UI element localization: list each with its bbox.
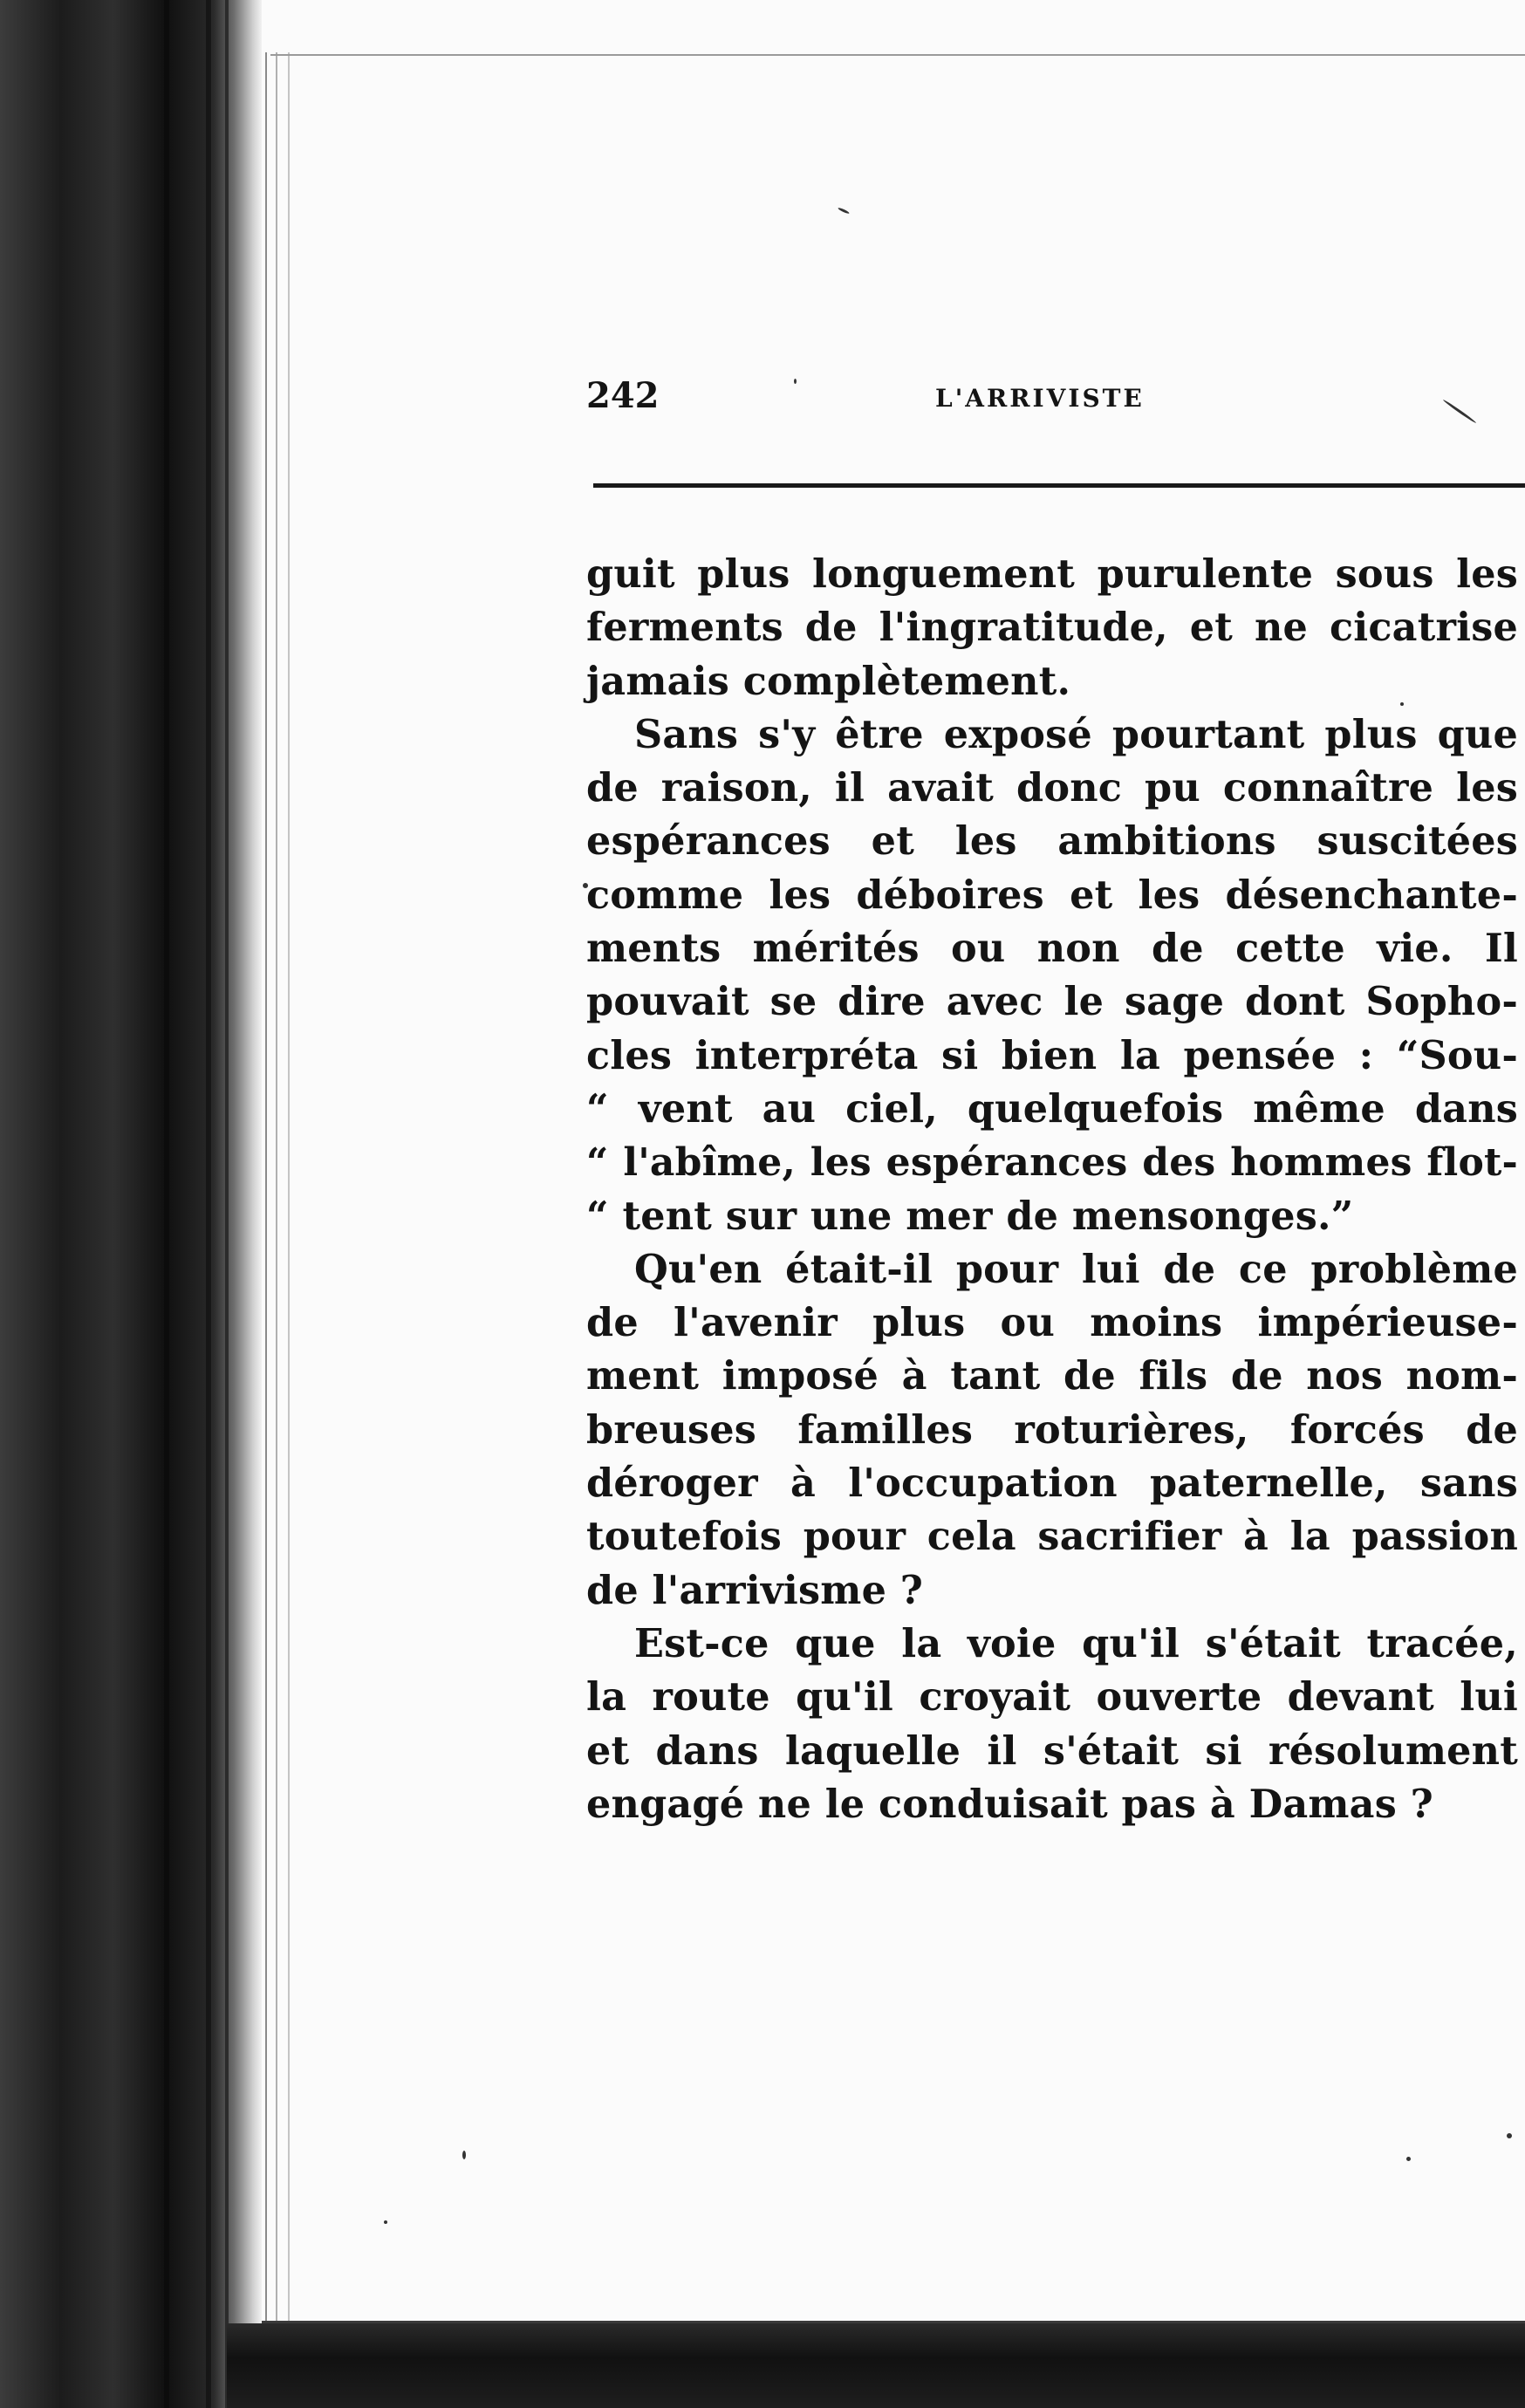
running-title: L'ARRIVISTE: [935, 384, 1145, 413]
text-line: “ tent sur une mer de mensonges.”: [586, 1193, 1354, 1239]
text-line: jamais complètement.: [586, 658, 1071, 704]
text-line: Qu'en était-il pour lui de ce problème: [634, 1246, 1518, 1292]
text-line: de l'arrivisme ?: [586, 1567, 924, 1613]
text-line: ment imposé à tant de fils de nos nom-: [586, 1353, 1518, 1399]
header-rule: [593, 483, 1525, 488]
text-line: engagé ne le conduisait pas à Damas ?: [586, 1781, 1433, 1827]
text-line: déroger à l'occupation paternelle, sans: [586, 1461, 1518, 1507]
binding-streak: [225, 0, 229, 2408]
text-line: Sans s'y être exposé pourtant plus que: [634, 711, 1518, 757]
text-line: toutefois pour cela sacrifier à la passion: [586, 1514, 1518, 1560]
scan-speck: [1406, 2157, 1411, 2161]
text-line: Est-ce que la voie qu'il s'était tracée,: [634, 1620, 1518, 1666]
book-binding-shadow: [0, 0, 262, 2408]
text-line: cles interpréta si bien la pensée : “Sou-: [586, 1032, 1518, 1078]
scan-speck: [838, 207, 850, 215]
body-text: [586, 548, 1518, 1831]
page-edge-line: [288, 52, 290, 2356]
text-line: de raison, il avait donc pu connaître les: [586, 765, 1518, 811]
text-line: “ vent au ciel, quelquefois même dans: [586, 1085, 1518, 1132]
bottom-shadow: [227, 2323, 1525, 2408]
text-line: la route qu'il croyait ouverte devant lui: [586, 1674, 1518, 1720]
page-top-edge: [270, 54, 1525, 56]
text-line: et dans laquelle il s'était si résolument: [586, 1727, 1518, 1774]
text-line: ments mérités ou non de cette vie. Il: [586, 926, 1518, 972]
text-line: ferments de l'ingratitude, et ne cicatrise: [586, 605, 1518, 651]
scan-speck: [384, 2220, 387, 2224]
text-line: comme les déboires et les désenchante-: [586, 872, 1518, 918]
text-line: guit plus longuement purulente sous les: [586, 551, 1518, 597]
text-line: de l'avenir plus ou moins impérieuse-: [586, 1300, 1518, 1346]
scan-speck: [1507, 2133, 1512, 2138]
scan-speck: [462, 2151, 466, 2159]
text-line: “ l'abîme, les espérances des hommes flot-: [586, 1140, 1518, 1186]
text-line: breuses familles roturières, forcés de: [586, 1406, 1518, 1453]
page-edge-line: [265, 52, 267, 2356]
running-header: [586, 375, 1525, 428]
page-number: 242: [586, 375, 660, 416]
text-line: espérances et les ambitions suscitées: [586, 818, 1518, 865]
binding-streak: [206, 0, 211, 2408]
page-edge-line: [276, 52, 277, 2356]
text-line: pouvait se dire avec le sage dont Sopho-: [586, 979, 1518, 1025]
binding-streak: [164, 0, 169, 2408]
